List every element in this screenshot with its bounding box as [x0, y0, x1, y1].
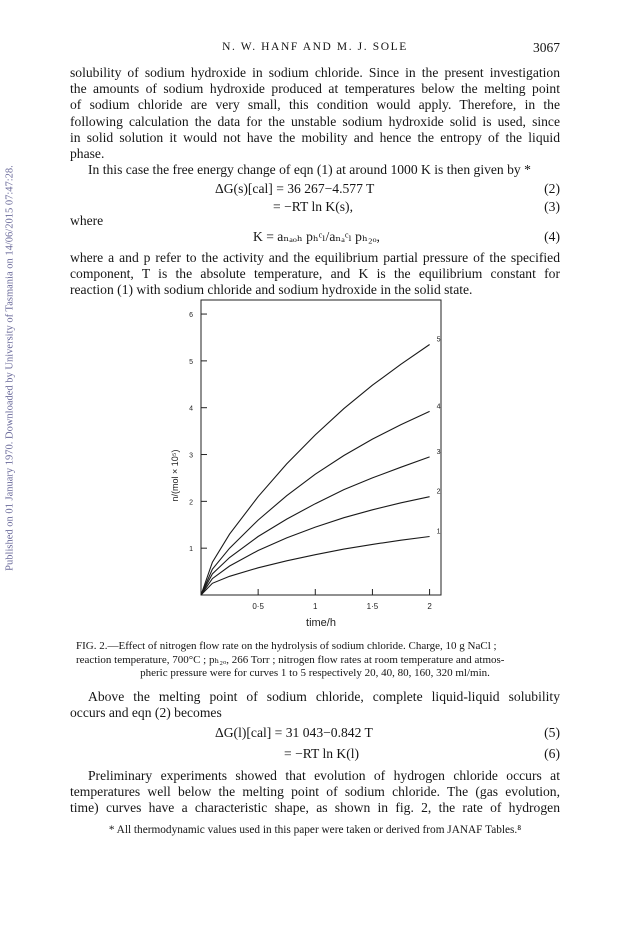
equation-body: = −RT ln K(l): [284, 746, 360, 761]
equation-3: [70, 199, 560, 217]
equation-number: (5): [544, 725, 560, 740]
text-line: Preliminary experiments showed that evolution of hydrogen chloride occurs at: [88, 768, 560, 783]
y-tick-label: 5: [189, 358, 193, 366]
curve-label: 5: [436, 336, 441, 344]
paragraph-4: [70, 689, 560, 721]
figure-2-chart: [160, 296, 460, 636]
caption-line: reaction temperature, 700°C ; pₕ₂ₒ, 266 Torr ; nitrogen flow rates at room temperature and atmos-: [76, 653, 505, 666]
paragraph-5: [70, 768, 560, 817]
x-tick-label: 1·5: [366, 602, 379, 611]
plot-frame: [201, 300, 441, 595]
page-number: 3067: [533, 40, 560, 55]
equation-body: ΔG(l)[cal] = 31 043−0.842 T: [215, 725, 373, 740]
curve-label: 1: [436, 528, 441, 536]
paragraph-3: [70, 250, 560, 299]
x-tick-label: 2: [427, 602, 432, 611]
curve-label: 3: [436, 448, 441, 456]
curve-label: 4: [436, 403, 441, 411]
text-line: Above the melting point of sodium chloride, complete liquid-liquid solubility: [88, 689, 560, 704]
figure-caption: [76, 640, 554, 681]
x-tick-label: 1: [313, 602, 318, 611]
where-label: where: [70, 213, 104, 228]
equation-body: ΔG(s)[cal] = 36 267−4.577 T: [215, 181, 375, 196]
text-line: In this case the free energy change of eqn (1) at around 1000 K is then given by *: [88, 162, 531, 177]
running-header: [70, 41, 560, 59]
equation-5: [70, 725, 560, 743]
text-line: occurs and eqn (2) becomes: [70, 705, 222, 721]
equation-2: [70, 181, 560, 199]
text-line: following calculation the data for the unstable sodium hydroxide solid is used, since: [70, 113, 560, 129]
equation-6: [70, 746, 560, 764]
text-line: temperatures well below the melting point of sodium chloride. The (gas evolution,: [70, 784, 560, 800]
text-line: the amounts of sodium hydroxide produced at temperatures below the melting point: [70, 81, 560, 97]
text-line: component, T is the absolute temperature, and K is the equilibrium constant for: [70, 266, 560, 282]
y-tick-label: 3: [189, 452, 193, 460]
text-line: of sodium chloride are very small, this condition would apply. Therefore, in the: [70, 97, 560, 113]
series-curve-2: [201, 497, 430, 595]
download-watermark: [2, 148, 18, 588]
equation-body: = −RT ln K(s),: [273, 199, 353, 214]
footnote-text: * All thermodynamic values used in this paper were taken or derived from JANAF Tables.⁸: [108, 824, 522, 836]
equation-number: (6): [544, 746, 560, 761]
equation-number: (2): [544, 181, 560, 196]
caption-line: pheric pressure were for curves 1 to 5 respectively 20, 40, 80, 160, 320 ml/min.: [140, 667, 490, 680]
paragraph-2: [70, 162, 560, 178]
y-axis-label: n/(mol × 10⁵): [170, 449, 180, 502]
text-line: reaction (1) with sodium chloride and sodium hydroxide in the solid state.: [70, 282, 473, 298]
running-authors: N. W. HANF AND M. J. SOLE: [222, 41, 408, 53]
paragraph-1: [70, 65, 560, 162]
series-curve-1: [201, 537, 430, 596]
text-line: in solid solution it would not have the mobility and hence the entropy of the liquid: [70, 129, 560, 145]
text-line: time) curves have a characteristic shape, as shown in fig. 2, the rate of hydrogen: [70, 800, 560, 816]
y-tick-label: 4: [189, 405, 193, 413]
watermark-text: Published on 01 January 1970. Downloaded by University of Tasmania on 14/06/2015 07:47:28.: [4, 165, 16, 571]
plot-area: [170, 300, 441, 629]
equation-body: K = aₙₐₒₕ pₕᶜₗ/aₙₐᶜₗ pₕ₂ₒ,: [253, 229, 380, 244]
text-line: where a and p refer to the activity and the equilibrium partial pressure of the specified: [70, 250, 560, 265]
equation-number: (3): [544, 199, 560, 214]
footnote: [70, 824, 560, 836]
y-tick-label: 1: [189, 546, 193, 554]
y-tick-label: 2: [189, 499, 193, 507]
caption-line: FIG. 2.—Effect of nitrogen flow rate on the hydrolysis of sodium chloride. Charge, 10 g NaCl ;: [76, 640, 497, 652]
curve-label: 2: [436, 488, 441, 496]
y-tick-label: 6: [189, 312, 193, 320]
x-tick-label: 0·5: [252, 602, 264, 611]
x-axis-label: time/h: [306, 617, 336, 629]
equation-4: [70, 229, 560, 247]
equation-number: (4): [544, 229, 560, 244]
text-line: phase.: [70, 146, 105, 162]
text-line: solubility of sodium hydroxide in sodium chloride. Since in the present investigation: [70, 65, 560, 80]
